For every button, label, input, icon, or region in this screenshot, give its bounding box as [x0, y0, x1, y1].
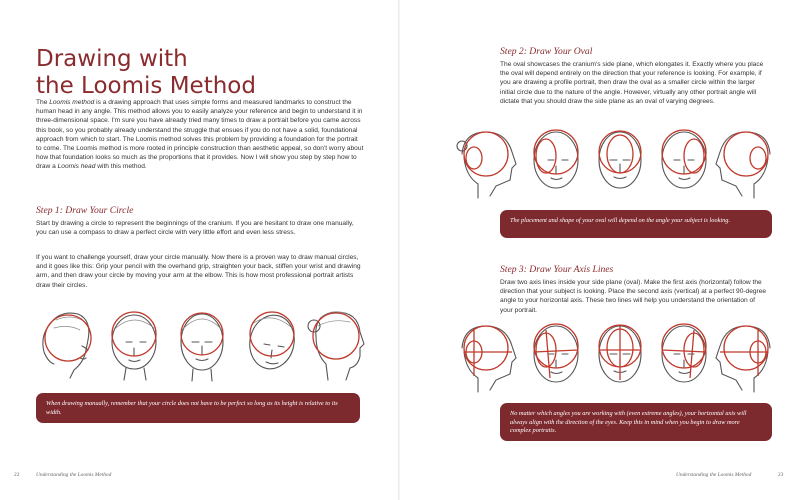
- running-footer: Understanding the Loomis Method: [36, 472, 112, 478]
- step1-illustrations: [30, 306, 370, 384]
- head-sketch-icon: [716, 132, 770, 198]
- right-page: [400, 0, 800, 500]
- head-sketch-icon: [43, 313, 91, 378]
- step2-heading: Step 2: Draw Your Oval: [500, 46, 593, 57]
- head-sketch-icon: [308, 312, 364, 380]
- head-sketch-icon: [662, 130, 706, 188]
- head-sketch-icon: [534, 324, 578, 382]
- tip-callout-3: No matter which angles you are working with (even extreme angles), your horizontal axis will always align with the direction of the eyes. Keep this in mind when you begin to draw more complex portraits.: [500, 403, 772, 441]
- head-sketch-icon: [716, 326, 770, 392]
- page-title: Drawing with the Loomis Method: [36, 46, 256, 99]
- step1-paragraph-2: If you want to challenge yourself, draw your circle manually. Now there is a proven way to draw manual circles, and it goes like this: Grip your pencil with the overhand grip, straighten your back, stiffen your wrist and drawing arm, and then draw your circle by moving your arm at the elbow. This is how most professional portrait artists draw their circles.: [36, 254, 361, 289]
- step3-illustrations: [456, 318, 776, 396]
- tip-callout-2: The placement and shape of your oval will depend on the angle your subject is looking.: [500, 210, 772, 238]
- intro-paragraph: The Loomis method is a drawing approach that uses simple forms and measured landmarks to construct the human head in any angle. This method allows you to easily analyze your reference and begin to understand it in three-dimensional space. I'm sure you have already tried many times to draw a portrait before you came across this book, so you probably already understand the struggle that ensues if you do not have a solid, foundational approach from which to start. The Loomis method solves this problem by providing a foundation for the portrait to come. The Loomis method is more rooted in principle construction than aesthetic appeal, so don't worry about how that foundation looks so much as the proportions that it provides. Now I will show you step by step how to draw a Loomis head with this method.: [36, 99, 364, 171]
- step2-paragraph: The oval showcases the cranium's side plane, which elongates it. Exactly where you place the oval will depend entirely on the direction that your reference is looking. For example, if you are drawing a profile portrait, then draw the oval as a smaller circle within the larger initial circle due to the nature of the angle. However, virtually any other portrait angle will dictate that you should draw the side plane as an oval of varying degrees.: [500, 61, 764, 105]
- head-sketch-icon: [599, 131, 641, 188]
- step3-heading: Step 3: Draw Your Axis Lines: [500, 264, 614, 275]
- page-number: 23: [778, 472, 784, 478]
- step1-paragraph-1: Start by drawing a circle to represent the beginnings of the cranium. If you are hesitant to draw one manually, you can use a compass to draw a perfect circle with very little effort and even less stress.: [36, 220, 354, 237]
- step3-paragraph: Draw two axis lines inside your side plane (oval). Make the first axis (horizontal) follow the direction that your subject is looking. Place the second axis (vertical) at a perfect 90-degree angle to your horizontal axis. These two lines will help you understand the orientation of your portrait.: [500, 279, 767, 314]
- head-sketch-icon: [181, 313, 223, 381]
- head-sketch-icon: [457, 132, 516, 198]
- tip-callout-1: When drawing manually, remember that your circle does not have to be perfect so long as its height is relative to its width.: [36, 393, 360, 423]
- head-sketch-icon: [599, 325, 641, 382]
- head-sketch-icon: [462, 326, 516, 392]
- page-number: 22: [14, 472, 20, 478]
- head-sketch-icon: [662, 324, 706, 382]
- head-sketch-icon: [245, 311, 299, 373]
- running-footer: Understanding the Loomis Method: [676, 472, 752, 478]
- step1-heading: Step 1: Draw Your Circle: [36, 205, 134, 216]
- step2-illustrations: [456, 124, 776, 202]
- head-sketch-icon: [112, 312, 156, 380]
- head-sketch-icon: [534, 130, 578, 188]
